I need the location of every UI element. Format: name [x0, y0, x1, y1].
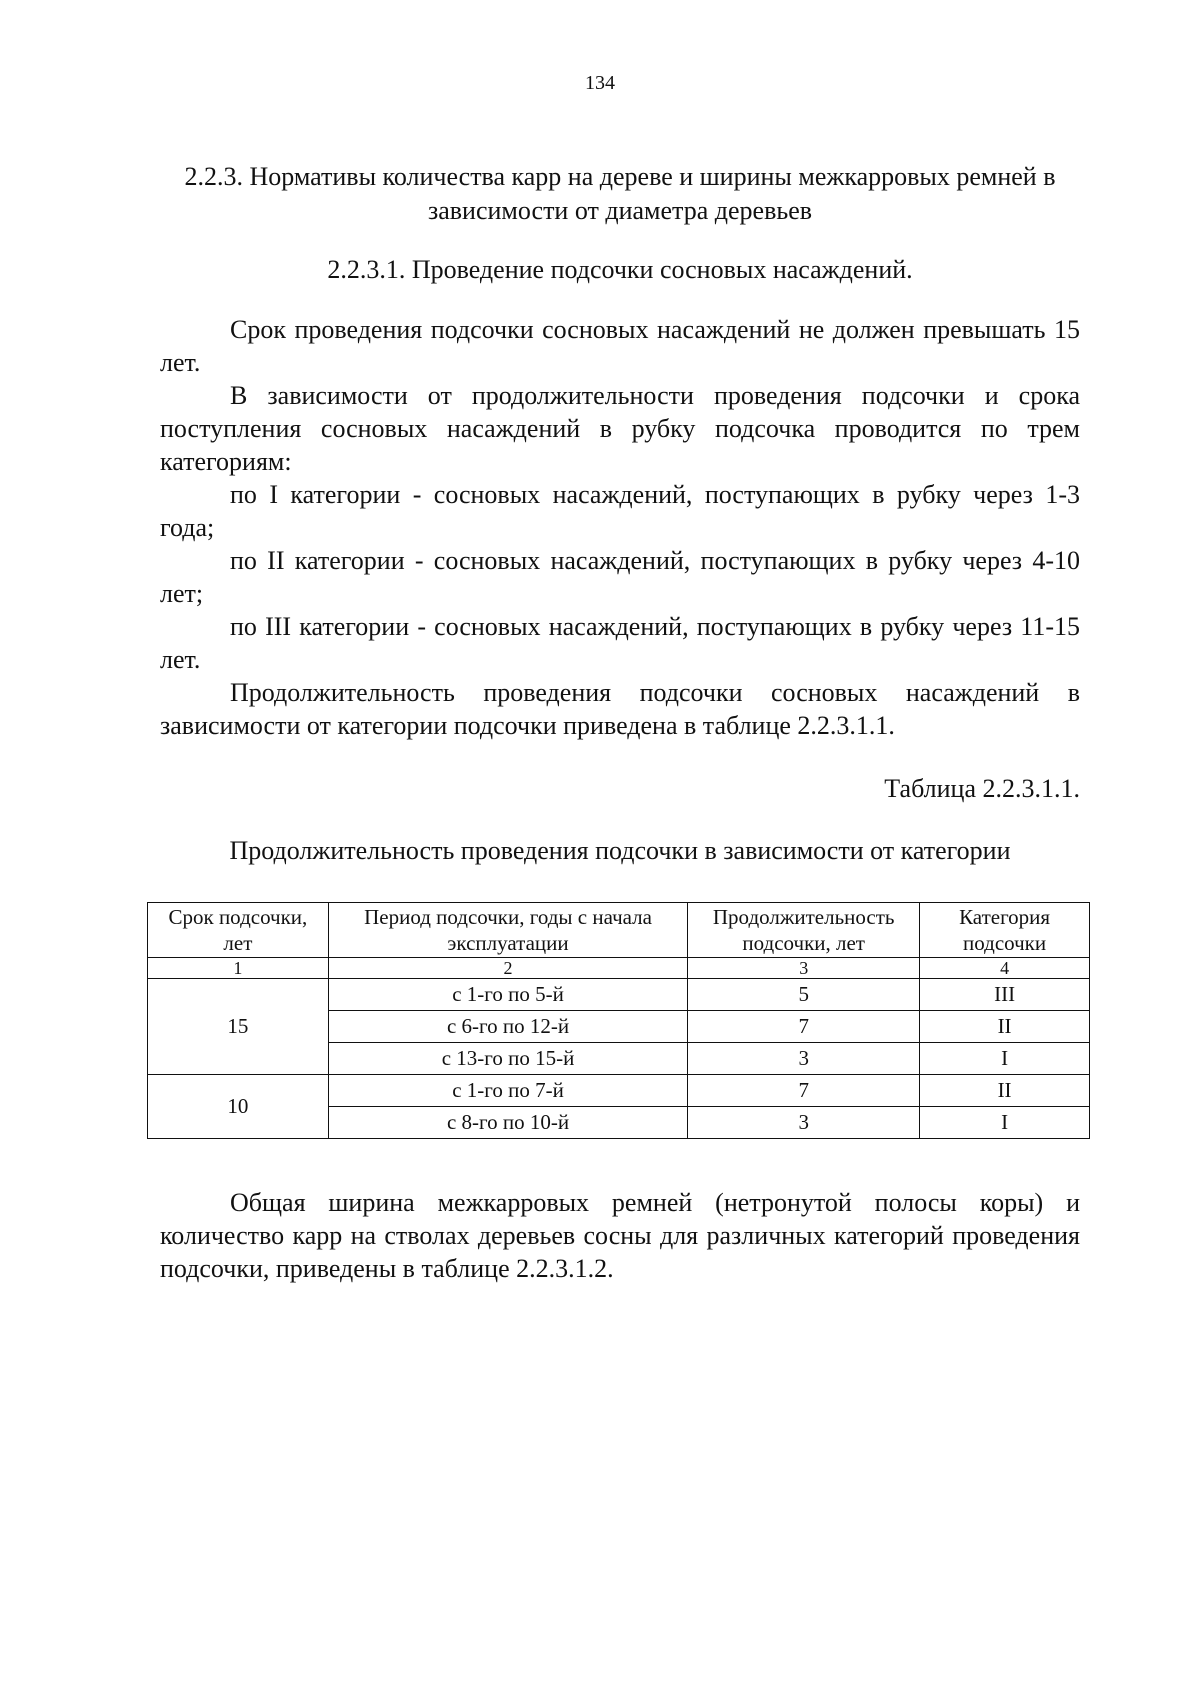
period-cell: с 8-го по 10-й: [328, 1107, 687, 1139]
category-cell: I: [920, 1107, 1090, 1139]
category-cell: II: [920, 1075, 1090, 1107]
subsection-heading: 2.2.3.1. Проведение подсочки сосновых насаждений.: [327, 255, 913, 284]
period-cell: с 6-го по 12-й: [328, 1011, 687, 1043]
table-row: [148, 979, 1090, 1011]
table-title: Продолжительность проведения подсочки в зависимости от категории: [229, 836, 1011, 865]
term-cell: 10: [148, 1075, 329, 1139]
category-cell: III: [920, 979, 1090, 1011]
paragraph: В зависимости от продолжительности проведения подсочки и срока поступления сосновых насаждений в рубку подсочка проводится по трем категориям:: [160, 381, 1080, 476]
duration-cell: 7: [688, 1011, 920, 1043]
duration-cell: 5: [688, 979, 920, 1011]
duration-cell: 3: [688, 1107, 920, 1139]
paragraph: по III категории - сосновых насаждений, поступающих в рубку через 11-15 лет.: [160, 612, 1080, 674]
column-header: Период подсочки, годы с начала эксплуатации: [328, 903, 687, 958]
column-number: 4: [920, 958, 1090, 979]
duration-cell: 3: [688, 1043, 920, 1075]
period-cell: с 13-го по 15-й: [328, 1043, 687, 1075]
column-number-row: [148, 958, 1090, 979]
period-cell: с 1-го по 5-й: [328, 979, 687, 1011]
paragraph: по I категории - сосновых насаждений, поступающих в рубку через 1-3 года;: [160, 480, 1080, 542]
paragraph: Общая ширина межкарровых ремней (нетронутой полосы коры) и количество карр на стволах деревьев сосны для различных категорий проведения подсочки, приведены в таблице 2.2.3.1.2.: [160, 1188, 1080, 1283]
column-header: Срок подсочки, лет: [148, 903, 329, 958]
closing-text: [160, 1186, 1080, 1285]
paragraph: Срок проведения подсочки сосновых насаждений не должен превышать 15 лет.: [160, 315, 1080, 377]
table-header-row: [148, 903, 1090, 958]
column-header: Категория подсочки: [920, 903, 1090, 958]
column-header: Продолжительность подсочки, лет: [688, 903, 920, 958]
duration-cell: 7: [688, 1075, 920, 1107]
section-heading: 2.2.3. Нормативы количества карр на дереве и ширины межкарровых ремней в зависимости от диаметра деревьев: [184, 162, 1056, 225]
category-cell: I: [920, 1043, 1090, 1075]
paragraph: Продолжительность проведения подсочки сосновых насаждений в зависимости от категории подсочки приведена в таблице 2.2.3.1.1.: [160, 678, 1080, 740]
table-label: Таблица 2.2.3.1.1.: [884, 774, 1080, 803]
data-table: [147, 902, 1090, 1139]
body-text: [160, 313, 1080, 742]
column-number: 2: [328, 958, 687, 979]
term-cell: 15: [148, 979, 329, 1075]
paragraph: по II категории - сосновых насаждений, поступающих в рубку через 4-10 лет;: [160, 546, 1080, 608]
page-number: 134: [585, 72, 615, 94]
category-cell: II: [920, 1011, 1090, 1043]
column-number: 3: [688, 958, 920, 979]
period-cell: с 1-го по 7-й: [328, 1075, 687, 1107]
table-row: [148, 1075, 1090, 1107]
column-number: 1: [148, 958, 329, 979]
